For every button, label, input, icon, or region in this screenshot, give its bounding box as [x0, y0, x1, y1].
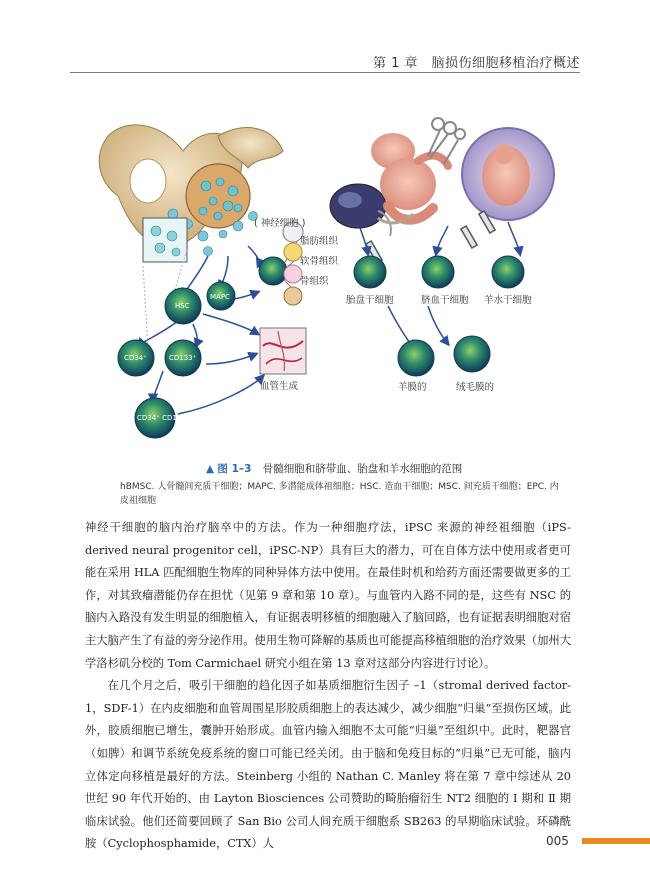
label-mapc: MAPC — [210, 293, 230, 301]
syringe-icon — [366, 211, 495, 263]
label-hsc: HSC — [175, 302, 190, 310]
womb-icon — [462, 128, 554, 220]
figure-drawing — [88, 96, 568, 446]
figure-abbreviations: hBMSC. 人骨髓间充质干细胞；MAPC. 多潜能成体祖细胞；HSC. 造血干细胞；MSC. 间充质干细胞；EPC. 内皮祖细胞 — [120, 482, 559, 506]
label-cartilage: 软骨组织 — [300, 256, 339, 267]
paragraph-2: 在几个月之后，吸引干细胞的趋化因子如基质细胞衍生因子 –1（stromal derived factor-1，SDF-1）在内皮细胞和血管周围星形胶质细胞上的表达减少，减少细胞“归巢”至损伤区域。此外，胶质细胞已增生，囊肿开始形成。血管内输入细胞不太可能“归巢”至组织中。此时，靶器官（如脾）和调节系统免疫系统的窗口可能已经关闭。由于脑和免疫目标的“归巢”已无可能，脑内立体定向移植是最好的方法。Steinberg 小组的 Nathan C. Manley 将在第 7 章中综述从 20 世纪 90 年代开始的、由 Layton Biosciences 公司赞助的畸胎瘤衍生 NT2 细胞的 Ⅰ 期和 Ⅱ 期临床试验。他们还简要回顾了 San Bio 公司人间充质干细胞系 SB263 的早期临床试验。环磷酰胺（Cyclophosphamide，CTX）人 — [85, 679, 571, 851]
page-number: 005 — [546, 834, 569, 848]
label-chorion: 绒毛膜的 — [456, 382, 495, 393]
label-cd133: CD133⁺ — [169, 354, 197, 362]
label-cd34: CD34⁺ — [124, 354, 147, 362]
chapter-title: 第 1 章 脑损伤细胞移植治疗概述 — [372, 56, 580, 71]
label-bone: 骨组织 — [300, 276, 329, 287]
label-amnion: 羊膜的 — [398, 382, 427, 393]
header-rule — [70, 72, 580, 73]
chorion-cell — [454, 336, 490, 372]
label-epc: CD34⁺ CD133⁺ — [137, 414, 190, 422]
figure-illustration — [88, 96, 568, 446]
label-angiogenesis: 血管生成 — [260, 381, 299, 392]
body-text — [85, 517, 571, 856]
label-adipose: 脂肪组织 — [300, 236, 339, 247]
msc-cell — [259, 257, 287, 285]
label-amniotic-sc: 羊水干细胞 — [484, 295, 532, 306]
marrow-inset — [143, 218, 187, 262]
cord-blood-stem-cell — [422, 256, 454, 288]
bone-marrow-icon — [186, 164, 250, 228]
placenta-stem-cell — [354, 256, 386, 288]
label-cord-blood-sc: 脐血干细胞 — [421, 295, 469, 306]
caption-triangle: ▲ — [206, 463, 215, 475]
label-neural: ( 神经细胞 ) — [254, 218, 306, 229]
amnion-cell — [398, 340, 434, 376]
label-placenta-sc: 胎盘干细胞 — [346, 295, 394, 306]
caption-text: 骨髓细胞和脐带血、胎盘和羊水细胞的范围 — [262, 463, 463, 475]
page-header — [0, 0, 650, 78]
page-accent-bar — [582, 838, 650, 844]
angiogenesis-icon — [260, 328, 306, 374]
caption-number: 图 1–3 — [217, 463, 252, 475]
figure-caption — [206, 461, 462, 476]
amniotic-stem-cell — [492, 256, 524, 288]
paragraph-1: 神经干细胞的脑内治疗脑卒中的方法。作为一种细胞疗法，iPSC 来源的神经祖细胞（iPS-derived neural progenitor cell，iPSC-NP）具有巨大的潜力，可在自体方法中使用或者更可能在采用 HLA 匹配细胞生物库的同种异体方法中使用。在最佳时机和给药方面还需要做更多的工作，对其致瘤潜能仍存在担忧（见第 9 章和第 10 章）。与血管内入路不同的是，这些有 NSC 的脑内入路没有发生明显的细胞植入，有证据表明移植的细胞融入了脑回路，也有证据表明细胞对宿主大脑产生了有益的旁分泌作用。使用生物可降解的基质也可能提高移植细胞的治疗效果（加州大学洛杉矶分校的 Tom Carmichael 研究小组在第 13 章对这部分内容进行讨论）。 — [85, 521, 571, 670]
